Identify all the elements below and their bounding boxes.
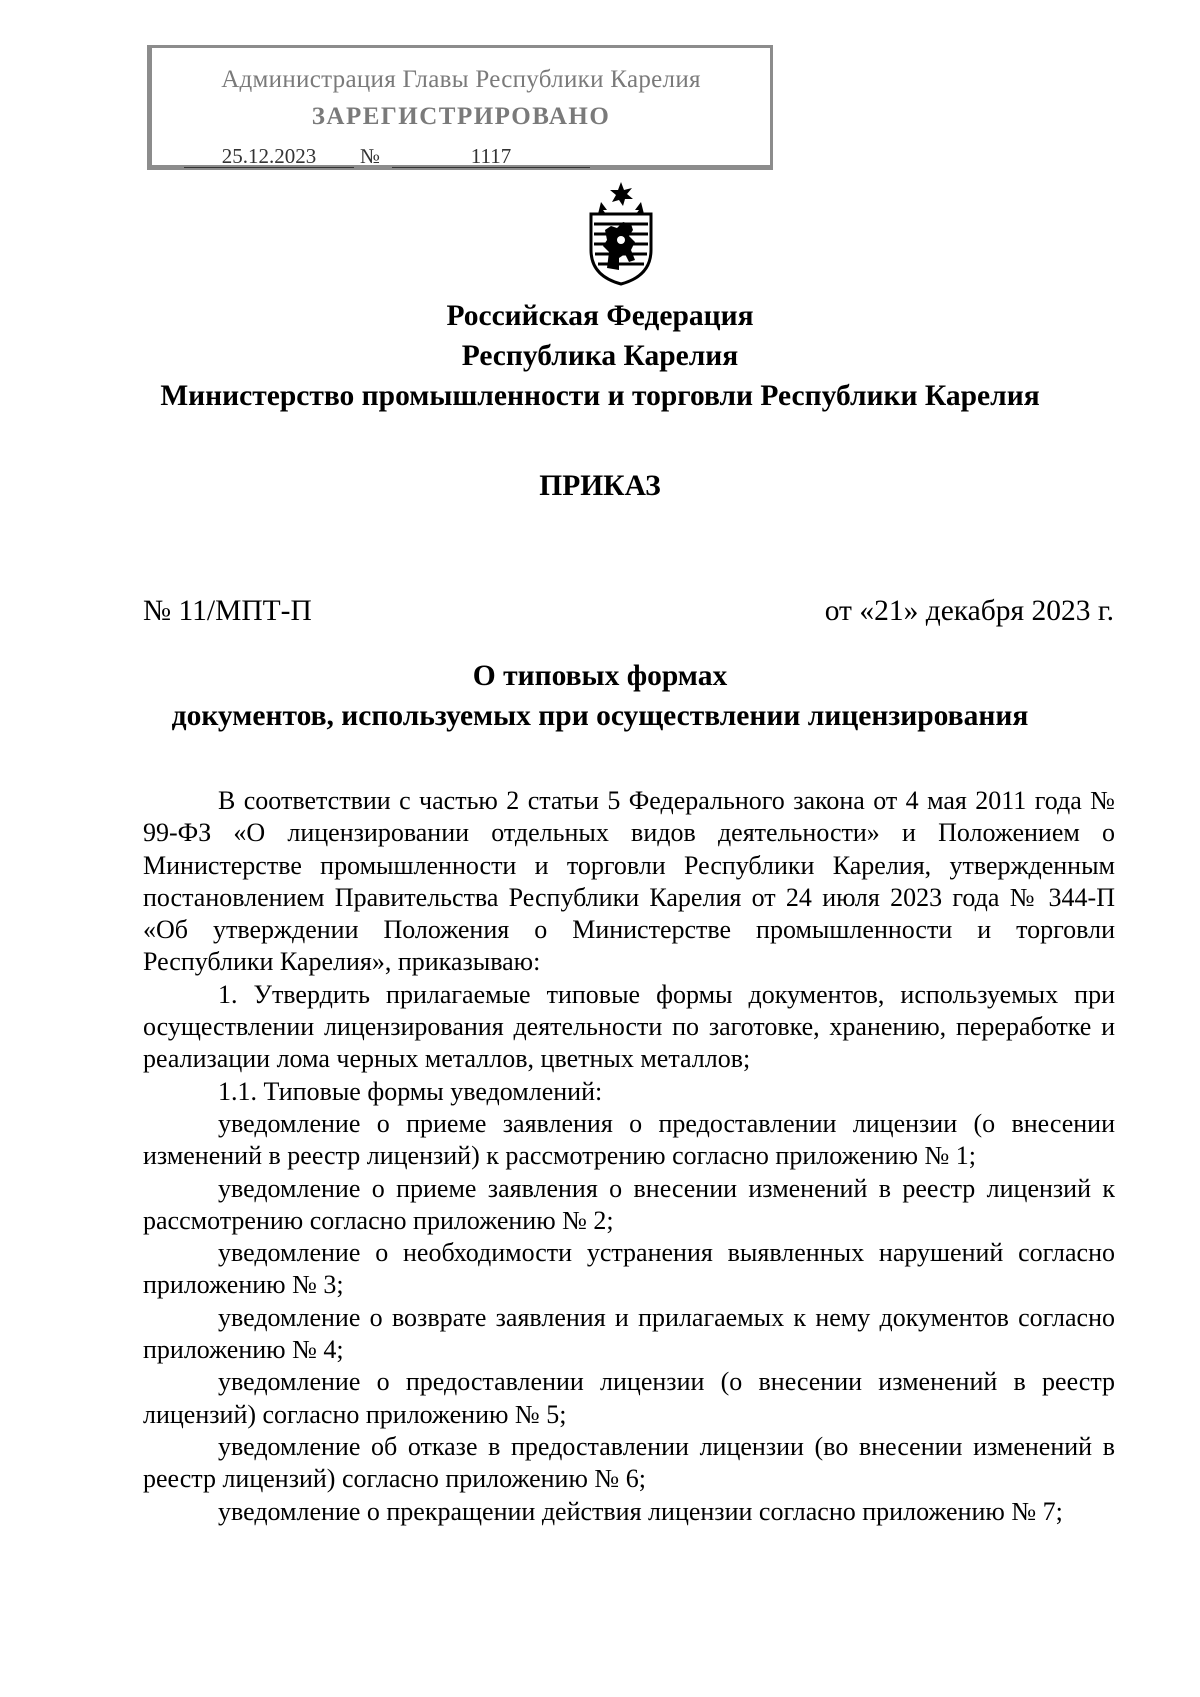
order-number: № 11/МПТ-П <box>143 595 312 627</box>
stamp-number: 1117 <box>392 145 590 168</box>
paragraph-item-1-1: 1.1. Типовые формы уведомлений: <box>218 1076 603 1106</box>
paragraph-notice-7: уведомление о прекращении действия лицензии согласно приложению № 7; <box>218 1496 1063 1526</box>
stamp-organization: Администрация Главы Республики Карелия <box>221 66 701 93</box>
document-body <box>143 785 1115 1528</box>
paragraph-notice-6: уведомление об отказе в предоставлении лицензии (во внесении изменений в реестр лицензий) согласно приложению № 6; <box>143 1431 1115 1494</box>
stamp-date-line <box>184 144 354 169</box>
paragraph-notice-4: уведомление о возврате заявления и прилагаемых к нему документов согласно приложению № 4; <box>143 1302 1115 1365</box>
stamp-date: 25.12.2023 <box>184 145 354 168</box>
stamp-status: ЗАРЕГИСТРИРОВАНО <box>311 103 611 130</box>
order-date: от «21» декабря 2023 г. <box>824 595 1114 627</box>
document-type: ПРИКАЗ <box>539 470 661 502</box>
title-line-1: О типовых формах <box>472 660 728 692</box>
paragraph-item-1: 1. Утвердить прилагаемые типовые формы документов, используемых при осуществлении лицензирования деятельности по заготовке, хранению, переработке и реализации лома черных металлов, цветных металлов; <box>143 979 1115 1074</box>
paragraph-preamble: В соответствии с частью 2 статьи 5 Федерального закона от 4 мая 2011 года № 99-ФЗ «О лицензировании отдельных видов деятельности» и Положением о Министерстве промышленности и торговли Республики Карелия, утвержденным постановлением Правительства Республики Карелия от 24 июля 2023 года № 344-П «Об утверждении Положения о Министерстве промышленности и торговли Республики Карелия», приказываю: <box>143 786 1115 977</box>
karelia-coat-of-arms-icon <box>585 180 657 288</box>
header-country: Российская Федерация <box>446 300 754 332</box>
paragraph-notice-3: уведомление о необходимости устранения выявленных нарушений согласно приложению № 3; <box>143 1238 1115 1300</box>
header-region: Республика Карелия <box>461 340 739 372</box>
paragraph-notice-2: уведомление о приеме заявления о внесении изменений в реестр лицензий к рассмотрению согласно приложению № 2; <box>143 1173 1115 1235</box>
paragraph-notice-5: уведомление о предоставлении лицензии (о внесении изменений в реестр лицензий) согласно приложению № 5; <box>143 1367 1115 1429</box>
registration-stamp <box>147 45 773 170</box>
title-line-2: документов, используемых при осуществлении лицензирования <box>171 700 1029 732</box>
stamp-num-sign: № <box>360 144 381 168</box>
stamp-number-line <box>392 144 590 169</box>
header-ministry: Министерство промышленности и торговли Республики Карелия <box>160 380 1040 412</box>
paragraph-notice-1: уведомление о приеме заявления о предоставлении лицензии (о внесении изменений в реестр лицензий) к рассмотрению согласно приложению № 1; <box>143 1108 1115 1171</box>
